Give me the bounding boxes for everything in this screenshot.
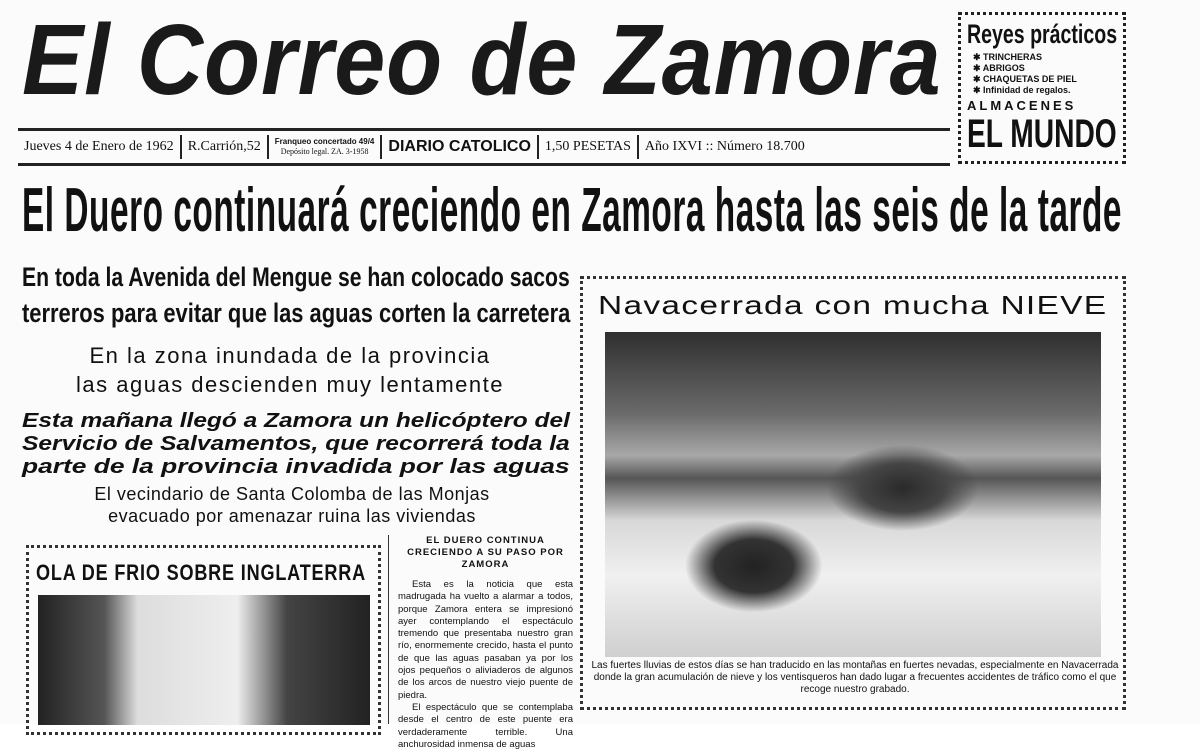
subhead: Esta mañana llegó a Zamora un helicóptero del (22, 410, 570, 432)
ola-photo (38, 595, 370, 725)
photo-caption: Las fuertes lluvias de estos días se han traducido en las montañas en fuertes nevadas, especialmente en Navacerrada donde la gran acumulación de nieve y los ventisqueros han dado lugar a frecuentes accidentes de tráfico como el que recoge nuestro grabado. (591, 660, 1119, 695)
subhead: parte de la provincia invadida por las aguas (22, 456, 570, 478)
column-divider (388, 535, 389, 724)
article-column (398, 535, 573, 751)
subhead: Servicio de Salvamentos, que recorrerá toda la (22, 433, 570, 455)
diario-label: DIARIO CATOLICO (382, 135, 539, 159)
ad-item: ✱ TRINCHERAS (967, 52, 1117, 63)
subhead: El vecindario de Santa Colomba de las Monjas (94, 484, 490, 504)
article-heading: EL DUERO CONTINUA CRECIENDO A SU PASO POR ZAMORA (407, 535, 564, 570)
main-headline: El Duero continuará creciendo en Zamora hasta las seis de la tarde (22, 176, 1122, 245)
ad-item: ✱ CHAQUETAS DE PIEL (967, 74, 1117, 85)
snow-photo (605, 332, 1101, 657)
subhead: las aguas descienden muy lentamente (76, 372, 504, 397)
info-line (18, 128, 950, 166)
subhead: En toda la Avenida del Mengue se han colocado sacos (22, 262, 570, 292)
masthead-title: El Correo de Zamora (22, 4, 942, 116)
subhead: evacuado por amenazar ruina las viviendas (108, 506, 476, 526)
deposito: Depósito legal. ZA. 3-1958 (280, 147, 369, 156)
subhead: terreros para evitar que las aguas corten la carretera (22, 298, 571, 328)
ad-item: ✱ Infinidad de regalos. (967, 85, 1117, 96)
photo-story-title: Navacerrada con mucha NIEVE (598, 290, 1108, 320)
advertisement (958, 12, 1126, 164)
issue-number: Año IXVI :: Número 18.700 (644, 139, 805, 154)
postal-info (269, 135, 383, 159)
date: Jueves 4 de Enero de 1962 (18, 135, 182, 159)
ad-item: ✱ ABRIGOS (967, 63, 1117, 74)
article-paragraph: Esta es la noticia que esta madrugada ha vuelto a alarmar a todos, porque Zamora entera se impresionó ayer contemplando el espectáculo tremendo que presentaba nuestro gran río, enormemente crecido, hasta el punto de que las aguas pasaban ya por los ojos pequeños o aliviaderos de algunos de los arcos de nuestro viejo puente de piedra. (398, 579, 573, 701)
ad-store-prefix: ALMACENES (967, 98, 1077, 113)
subhead: En la zona inundada de la provincia (89, 343, 491, 368)
ad-title: Reyes prácticos (967, 19, 1118, 49)
price: 1,50 PESETAS (539, 135, 639, 159)
address: R.Carrión,52 (182, 135, 269, 159)
article-paragraph: El espectáculo que se contemplaba desde el centro de este puente era verdaderamente terrible. Una anchurosidad inmensa de aguas (398, 701, 573, 750)
ola-title: OLA DE FRIO SOBRE INGLATERRA (36, 560, 367, 585)
ad-store: EL MUNDO (967, 112, 1117, 156)
franqueo: Franqueo concertado 49/4 (274, 137, 375, 146)
